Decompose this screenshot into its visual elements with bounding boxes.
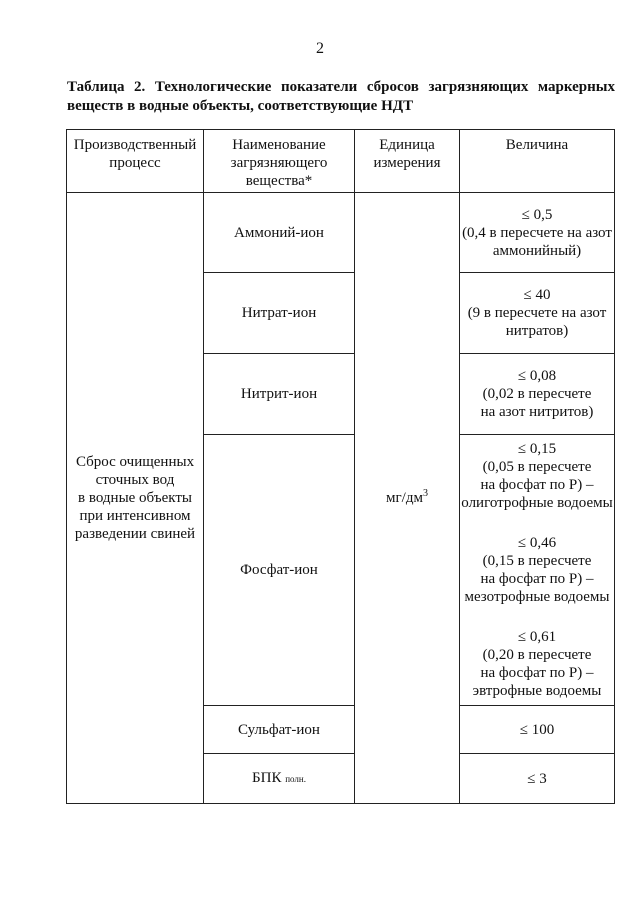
substance-subscript: полн. — [285, 774, 306, 784]
header-row — [67, 130, 615, 193]
header-substance-line: загрязняющего — [230, 155, 328, 171]
substance-cell: Нитрат-ион — [204, 273, 355, 354]
value-line: ≤ 0,61 — [517, 629, 557, 645]
table-row — [67, 193, 615, 273]
value-cell — [460, 754, 615, 804]
value-line: ≤ 100 — [519, 721, 555, 738]
header-process — [67, 130, 204, 193]
table-title-line-1: Таблица 2. Технологические показатели сбросов загрязняющих маркерных — [67, 79, 615, 95]
value-group — [460, 628, 614, 700]
header-substance-line: Наименование — [232, 137, 326, 153]
header-value — [460, 130, 615, 193]
value-cell — [460, 706, 615, 754]
header-process-line: процесс — [109, 155, 161, 171]
process-cell — [67, 193, 204, 804]
value-line: аммонийный) — [492, 242, 582, 259]
header-unit-line: измерения — [373, 155, 441, 171]
unit-sup: 3 — [422, 488, 428, 499]
value-line: на фосфат по P) – — [480, 477, 594, 493]
value-line: нитратов) — [505, 323, 569, 339]
value-line: (9 в пересчете на азот — [467, 305, 607, 321]
substance-cell: Фосфат-ион — [204, 435, 355, 706]
value-line: эвтрофные водоемы — [472, 683, 602, 699]
value-line: (0,05 в пересчете — [482, 459, 592, 475]
process-line: Сброс очищенных — [75, 454, 195, 470]
substance-cell: Аммоний-ион — [204, 193, 355, 273]
substance-cell: Сульфат-ион — [204, 706, 355, 754]
unit-cell — [355, 193, 460, 804]
value-line: ≤ 40 — [523, 287, 551, 303]
substance-cell — [204, 754, 355, 804]
value-cell — [460, 354, 615, 435]
process-line: сточных вод — [95, 472, 175, 488]
value-line: ≤ 0,5 — [521, 206, 553, 223]
value-line: на фосфат по P) – — [480, 665, 594, 681]
value-line: (0,4 в пересчете на азот — [462, 224, 612, 241]
value-line: ≤ 0,46 — [517, 535, 557, 551]
value-line: олиготрофные водоемы — [461, 495, 613, 511]
header-value-label: Величина — [505, 137, 569, 153]
process-line: в водные объекты — [78, 490, 192, 506]
header-substance-line: вещества* — [245, 173, 313, 189]
value-group — [460, 440, 614, 512]
unit-base: мг/дм — [386, 490, 423, 506]
substance-label: БПК — [252, 770, 282, 786]
header-unit — [355, 130, 460, 193]
header-substance — [204, 130, 355, 193]
value-line: ≤ 3 — [527, 770, 547, 787]
header-unit-line: Единица — [379, 137, 435, 153]
value-line: ≤ 0,15 — [517, 441, 557, 457]
header-process-line: Производственный — [73, 137, 197, 153]
value-line: (0,02 в пересчете — [482, 386, 592, 402]
value-cell — [460, 273, 615, 354]
page-number: 2 — [316, 40, 324, 57]
value-line: ≤ 0,08 — [517, 368, 557, 384]
value-line: на азот нитритов) — [480, 404, 594, 420]
value-line: (0,15 в пересчете — [482, 553, 592, 569]
process-line: разведении свиней — [74, 526, 196, 542]
value-cell — [460, 435, 615, 706]
value-line: (0,20 в пересчете — [482, 647, 592, 663]
substance-cell: Нитрит-ион — [204, 354, 355, 435]
value-line: на фосфат по P) – — [480, 571, 594, 587]
value-line: мезотрофные водоемы — [464, 589, 610, 605]
value-group — [460, 534, 614, 606]
process-line: при интенсивном — [79, 508, 191, 524]
ndt-table — [66, 129, 615, 804]
table-title-line-2: веществ в водные объекты, соответствующие НДТ — [67, 98, 414, 114]
value-cell — [460, 193, 615, 273]
table-title — [67, 78, 615, 116]
